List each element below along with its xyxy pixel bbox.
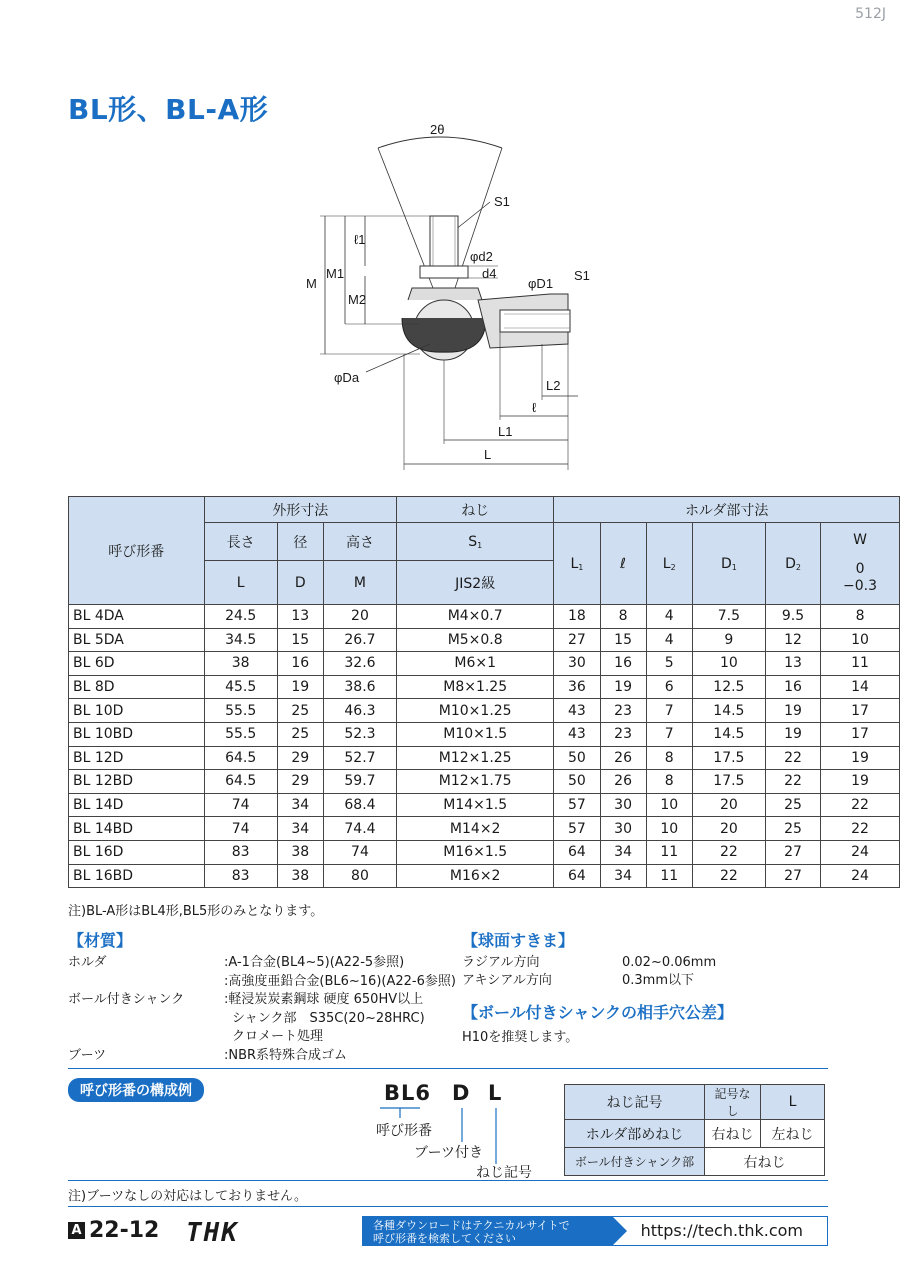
mat-holder-val2: :高強度亜鉛合金(BL6~16)(A22-6参照) (224, 973, 456, 989)
mat-holder-label: ホルダ (68, 955, 107, 970)
th-length: 長さ (204, 523, 277, 561)
fit-title: 【ボール付きシャンクの相手穴公差】 (462, 1003, 734, 1022)
table-cell: 64 (554, 840, 600, 864)
table-cell: M16×1.5 (397, 840, 554, 864)
label-s1-right: S1 (574, 268, 590, 283)
table-cell: 26 (600, 746, 646, 770)
label-m1: M1 (326, 266, 345, 281)
table-cell: 55.5 (204, 722, 277, 746)
table-cell: 24.5 (204, 605, 277, 629)
fit-value: H10を推奨します。 (462, 1030, 579, 1045)
table-cell: 22 (692, 840, 765, 864)
model-cell: BL 16BD (69, 864, 205, 888)
table-cell: 10 (646, 793, 692, 817)
th-L: L (204, 561, 277, 605)
model-cell: BL 4DA (69, 605, 205, 629)
th-L2: $L_2$ (646, 523, 692, 605)
th-outer: 外形寸法 (204, 497, 396, 523)
spec-table (68, 496, 900, 888)
table-cell: 13 (765, 652, 820, 676)
table-cell: 27 (765, 840, 820, 864)
table-cell: 9 (692, 628, 765, 652)
table-cell: 9.5 (765, 605, 820, 629)
model-cell: BL 8D (69, 675, 205, 699)
table-cell: 10 (692, 652, 765, 676)
table-cell: 68.4 (323, 793, 396, 817)
table-cell: 57 (554, 793, 600, 817)
table-cell: 10 (821, 628, 900, 652)
table-cell: 30 (600, 817, 646, 841)
table-cell: 30 (554, 652, 600, 676)
table-cell: 25 (765, 817, 820, 841)
model-example-pill: 呼び形番の構成例 (68, 1078, 204, 1102)
mat-boot-label: ブーツ (68, 1047, 107, 1063)
table-cell: 26 (600, 770, 646, 794)
table-cell: M14×1.5 (397, 793, 554, 817)
code-l: L (488, 1081, 503, 1105)
thread-table (564, 1084, 825, 1176)
table-cell: M16×2 (397, 864, 554, 888)
model-cell: BL 12D (69, 746, 205, 770)
thk-logo: THK (186, 1218, 239, 1248)
table-cell: 11 (646, 864, 692, 888)
mat-boot-val: :NBR系特殊合成ゴム (224, 1047, 348, 1063)
label-l: L (484, 447, 492, 462)
table-cell: 34 (277, 817, 323, 841)
table-cell: 15 (277, 628, 323, 652)
thread-h-l: L (761, 1085, 825, 1120)
mat-shank-val1: :軽浸炭炭素鋼球 硬度 650HV以上 (224, 992, 424, 1007)
table-cell: 80 (323, 864, 396, 888)
table-cell: 74 (204, 793, 277, 817)
table-cell: M5×0.8 (397, 628, 554, 652)
th-D: D (277, 561, 323, 605)
table-row (69, 864, 900, 888)
clearance-title: 【球面すきま】 (462, 931, 575, 950)
table-cell: 52.3 (323, 722, 396, 746)
table-row (69, 628, 900, 652)
table-cell: 14.5 (692, 699, 765, 723)
divider-top (68, 1068, 828, 1069)
table-cell: M8×1.25 (397, 675, 554, 699)
table-cell: 26.7 (323, 628, 396, 652)
materials-section (68, 954, 458, 1065)
table-cell: 12 (765, 628, 820, 652)
table-cell: 22 (821, 793, 900, 817)
divider-bottom (68, 1206, 828, 1207)
axial-value: 0.3mm以下 (622, 973, 695, 988)
th-L1: $L_1$ (554, 523, 600, 605)
table-cell: 20 (692, 817, 765, 841)
th-jis: JIS2級 (397, 561, 554, 605)
code-d: D (452, 1081, 471, 1105)
mat-shank-val3: クロメート処理 (232, 1029, 324, 1044)
table-row (69, 817, 900, 841)
mat-holder-val1: :A-1合金(BL4~5)(A22-5参照) (224, 955, 405, 970)
table-row (69, 652, 900, 676)
tech-site-banner[interactable] (362, 1216, 828, 1246)
table-cell: 52.7 (323, 746, 396, 770)
table-cell: 25 (765, 793, 820, 817)
model-cell: BL 5DA (69, 628, 205, 652)
table-cell: 74 (323, 840, 396, 864)
mat-shank-label: ボール付きシャンク (68, 992, 185, 1007)
table-cell: 64 (554, 864, 600, 888)
label-l2: L2 (546, 378, 561, 393)
page-title: BL形、BL-A形 (68, 93, 269, 126)
page-number: 512J (855, 6, 886, 22)
model-cell: BL 10BD (69, 722, 205, 746)
table-cell: 18 (554, 605, 600, 629)
table-cell: 17.5 (692, 746, 765, 770)
table-cell: 19 (765, 722, 820, 746)
table-cell: 38.6 (323, 675, 396, 699)
th-name: 呼び形番 (69, 497, 205, 605)
th-holder: ホルダ部寸法 (554, 497, 900, 523)
label-s1-top: S1 (494, 194, 510, 209)
table-cell: 12.5 (692, 675, 765, 699)
table-cell: 19 (765, 699, 820, 723)
table-cell: 16 (277, 652, 323, 676)
label-l1-small: ℓ1 (354, 232, 366, 247)
table-cell: 22 (765, 746, 820, 770)
site-url-link[interactable]: https://tech.thk.com (640, 1221, 803, 1240)
table-cell: 74.4 (323, 817, 396, 841)
model-cell: BL 16D (69, 840, 205, 864)
table-cell: 20 (323, 605, 396, 629)
table-cell: 11 (646, 840, 692, 864)
table-cell: 25 (277, 722, 323, 746)
model-cell: BL 14D (69, 793, 205, 817)
table-cell: 4 (646, 628, 692, 652)
banner-text: 各種ダウンロードはテクニカルサイトで 呼び形番を検索してください (363, 1217, 613, 1245)
table-cell: 43 (554, 722, 600, 746)
table-cell: 74 (204, 817, 277, 841)
table-cell: 38 (277, 864, 323, 888)
table-cell: M6×1 (397, 652, 554, 676)
model-cell: BL 12BD (69, 770, 205, 794)
table-cell: 19 (277, 675, 323, 699)
table-cell: 11 (821, 652, 900, 676)
table-cell: 34 (600, 864, 646, 888)
table-cell: 8 (600, 605, 646, 629)
table-cell: 50 (554, 770, 600, 794)
table-cell: 6 (646, 675, 692, 699)
table-row (69, 770, 900, 794)
table-cell: M12×1.25 (397, 746, 554, 770)
table-cell: 8 (646, 770, 692, 794)
thread-r1-label: ホルダ部めねじ (565, 1120, 705, 1148)
table-row (69, 840, 900, 864)
table-cell: 19 (821, 746, 900, 770)
table-cell: 34.5 (204, 628, 277, 652)
label-ell: ℓ (532, 400, 537, 415)
table-cell: 23 (600, 699, 646, 723)
th-ell: ℓ (600, 523, 646, 605)
table-cell: 59.7 (323, 770, 396, 794)
table-cell: 17 (821, 699, 900, 723)
table-cell: 16 (600, 652, 646, 676)
note-boot: 注)ブーツなしの対応はしておりません。 (68, 1189, 307, 1204)
table-row (69, 699, 900, 723)
label-phi-d2: φd2 (470, 249, 493, 264)
th-s1: $S_1$ (397, 523, 554, 561)
model-cell: BL 14BD (69, 817, 205, 841)
a-mark-icon: A (68, 1222, 85, 1239)
materials-title: 【材質】 (68, 931, 133, 950)
table-cell: 46.3 (323, 699, 396, 723)
table-cell: 50 (554, 746, 600, 770)
table-cell: 15 (600, 628, 646, 652)
table-cell: 57 (554, 817, 600, 841)
clearance-section (462, 954, 716, 990)
label-boot: ブーツ付き (414, 1145, 484, 1161)
th-D2: $D_2$ (765, 523, 820, 605)
table-cell: 64.5 (204, 770, 277, 794)
thread-r2-label: ボール付きシャンク部 (565, 1148, 705, 1176)
table-row (69, 722, 900, 746)
table-cell: 27 (765, 864, 820, 888)
table-cell: 83 (204, 840, 277, 864)
th-thread: ねじ (397, 497, 554, 523)
table-cell: 34 (277, 793, 323, 817)
table-cell: 24 (821, 864, 900, 888)
table-row (69, 675, 900, 699)
technical-drawing (290, 118, 600, 478)
label-l1: L1 (498, 424, 513, 439)
label-2theta: 2θ (430, 122, 445, 137)
th-height: 高さ (323, 523, 396, 561)
label-d4: d4 (482, 266, 497, 281)
table-cell: 17 (821, 722, 900, 746)
table-cell: 36 (554, 675, 600, 699)
table-cell: 16 (765, 675, 820, 699)
label-m: M (306, 276, 317, 291)
mat-shank-val2: シャンク部 S35C(20~28HRC) (232, 1010, 425, 1026)
table-cell: 43 (554, 699, 600, 723)
label-phi-d1: φD1 (528, 276, 554, 291)
thread-h-label: ねじ記号 (565, 1085, 705, 1120)
label-phi-da: φDa (334, 370, 360, 385)
table-cell: 8 (821, 605, 900, 629)
table-cell: 64.5 (204, 746, 277, 770)
model-cell: BL 6D (69, 652, 205, 676)
table-cell: 13 (277, 605, 323, 629)
table-row (69, 605, 900, 629)
footer-page-id: A 22-12 (68, 1218, 159, 1243)
table-cell: 14 (821, 675, 900, 699)
table-cell: M10×1.25 (397, 699, 554, 723)
table-cell: 30 (600, 793, 646, 817)
table-cell: 27 (554, 628, 600, 652)
table-cell: 7 (646, 699, 692, 723)
table-cell: 29 (277, 770, 323, 794)
th-diameter: 径 (277, 523, 323, 561)
axial-label: アキシアル方向 (462, 973, 552, 988)
table-cell: M14×2 (397, 817, 554, 841)
table-cell: 7 (646, 722, 692, 746)
divider-mid (68, 1180, 828, 1181)
radial-value: 0.02~0.06mm (622, 955, 717, 970)
table-cell: 19 (600, 675, 646, 699)
radial-label: ラジアル方向 (462, 955, 540, 970)
table-cell: 22 (692, 864, 765, 888)
table-cell: 10 (646, 817, 692, 841)
table-cell: 25 (277, 699, 323, 723)
table-cell: 83 (204, 864, 277, 888)
table-cell: 38 (277, 840, 323, 864)
table-cell: 17.5 (692, 770, 765, 794)
table-cell: M12×1.75 (397, 770, 554, 794)
thread-r1-a: 右ねじ (705, 1120, 761, 1148)
table-cell: 55.5 (204, 699, 277, 723)
table-cell: 7.5 (692, 605, 765, 629)
thread-r1-b: 左ねじ (761, 1120, 825, 1148)
table-cell: 45.5 (204, 675, 277, 699)
table-cell: M10×1.5 (397, 722, 554, 746)
table-cell: 38 (204, 652, 277, 676)
table-cell: 22 (821, 817, 900, 841)
table-row (69, 793, 900, 817)
th-M: M (323, 561, 396, 605)
table-cell: 23 (600, 722, 646, 746)
label-m2: M2 (348, 292, 367, 307)
table-cell: 29 (277, 746, 323, 770)
table-cell: 8 (646, 746, 692, 770)
thread-h-none: 記号なし (705, 1085, 761, 1120)
thread-r2-val: 右ねじ (705, 1148, 825, 1176)
table-cell: 22 (765, 770, 820, 794)
label-model: 呼び形番 (376, 1123, 432, 1139)
table-cell: 4 (646, 605, 692, 629)
table-row (69, 746, 900, 770)
th-D1: $D_1$ (692, 523, 765, 605)
code-bl6: BL6 (384, 1081, 431, 1105)
model-cell: BL 10D (69, 699, 205, 723)
table-cell: 19 (821, 770, 900, 794)
note-bl-a: 注)BL-A形はBL4形,BL5形のみとなります。 (68, 904, 324, 919)
table-cell: 5 (646, 652, 692, 676)
table-cell: 20 (692, 793, 765, 817)
table-cell: 14.5 (692, 722, 765, 746)
label-thread: ねじ記号 (476, 1165, 532, 1181)
table-cell: 34 (600, 840, 646, 864)
table-cell: 24 (821, 840, 900, 864)
th-W: W 0 −0.3 (821, 523, 900, 605)
table-cell: 32.6 (323, 652, 396, 676)
table-cell: M4×0.7 (397, 605, 554, 629)
